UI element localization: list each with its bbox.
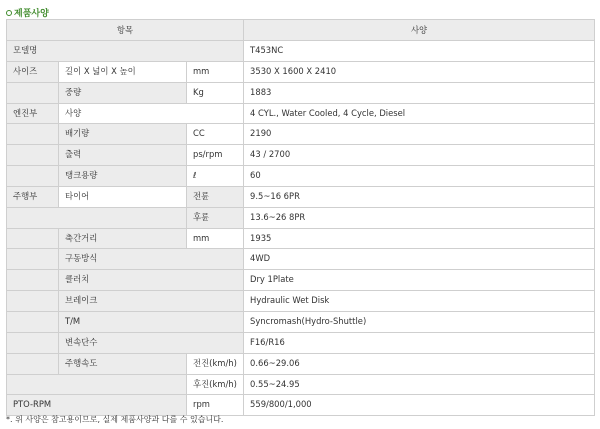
row-sub: 후륜 [187,207,244,228]
row-label: 브레이크 [59,291,244,312]
row-label: 구동방식 [59,249,244,270]
row-value: Hydraulic Wet Disk [244,291,595,312]
row-value: 0.55~24.95 [244,374,595,395]
blank-cell [7,82,59,103]
section-title [6,6,49,19]
blank-cell [7,207,187,228]
table-row [7,228,595,249]
row-value: Dry 1Plate [244,270,595,291]
blank-cell [7,374,187,395]
row-label: 변속단수 [59,332,244,353]
row-label: 중량 [59,82,187,103]
row-label: 사양 [59,103,244,124]
row-unit: mm [187,228,244,249]
row-sub: 전진(km/h) [187,353,244,374]
table-row [7,291,595,312]
table-row [7,332,595,353]
row-label: 축간거리 [59,228,187,249]
row-value: 9.5~16 6PR [244,186,595,207]
row-value: 4 CYL., Water Cooled, 4 Cycle, Diesel [244,103,595,124]
row-label: 길이 X 넓이 X 높이 [59,61,187,82]
header-spec: 사양 [244,20,595,41]
row-value: T453NC [244,41,595,62]
table-row [7,61,595,82]
row-value: 2190 [244,124,595,145]
bullet-icon [6,10,12,16]
row-label: 클러치 [59,270,244,291]
blank-cell [7,353,59,374]
table-row [7,353,595,374]
row-value: 13.6~26 8PR [244,207,595,228]
row-unit: ℓ [187,166,244,187]
row-value: 1883 [244,82,595,103]
row-label: 배기량 [59,124,187,145]
blank-cell [7,166,59,187]
blank-cell [7,311,59,332]
table-row [7,145,595,166]
table-row [7,41,595,62]
row-value: 559/800/1,000 [244,395,595,416]
row-label: PTO-RPM [7,395,187,416]
table-row [7,395,595,416]
row-value: 43 / 2700 [244,145,595,166]
table-row [7,124,595,145]
blank-cell [7,332,59,353]
blank-cell [7,124,59,145]
table-row [7,207,595,228]
table-header-row [7,20,595,41]
group-label: 주행부 [7,186,59,207]
table-row [7,186,595,207]
group-label: 사이즈 [7,61,59,82]
blank-cell [7,249,59,270]
table-row [7,311,595,332]
row-label: 타이어 [59,186,187,207]
row-label: 탱크용량 [59,166,187,187]
blank-cell [7,291,59,312]
table-row [7,270,595,291]
row-sub: 전륜 [187,186,244,207]
header-item: 항목 [7,20,244,41]
spec-table [6,19,595,416]
table-row [7,166,595,187]
row-label: 주행속도 [59,353,187,374]
row-sub: 후진(km/h) [187,374,244,395]
group-label: 엔진부 [7,103,59,124]
footnote: *. 위 사양은 참고용이므로, 실제 제품사양과 다를 수 있습니다. [6,415,224,424]
row-label: 모델명 [7,41,244,62]
row-value: F16/R16 [244,332,595,353]
table-row [7,82,595,103]
blank-cell [7,270,59,291]
table-row [7,374,595,395]
row-unit: Kg [187,82,244,103]
row-value: 0.66~29.06 [244,353,595,374]
row-value: Syncromash(Hydro-Shuttle) [244,311,595,332]
row-label: 출력 [59,145,187,166]
row-value: 1935 [244,228,595,249]
section-title-text: 제품사양 [14,9,49,19]
row-unit: mm [187,61,244,82]
row-unit: rpm [187,395,244,416]
blank-cell [7,145,59,166]
row-value: 3530 X 1600 X 2410 [244,61,595,82]
row-unit: CC [187,124,244,145]
row-label: T/M [59,311,244,332]
table-row [7,103,595,124]
row-value: 4WD [244,249,595,270]
table-row [7,249,595,270]
blank-cell [7,228,59,249]
row-value: 60 [244,166,595,187]
row-unit: ps/rpm [187,145,244,166]
